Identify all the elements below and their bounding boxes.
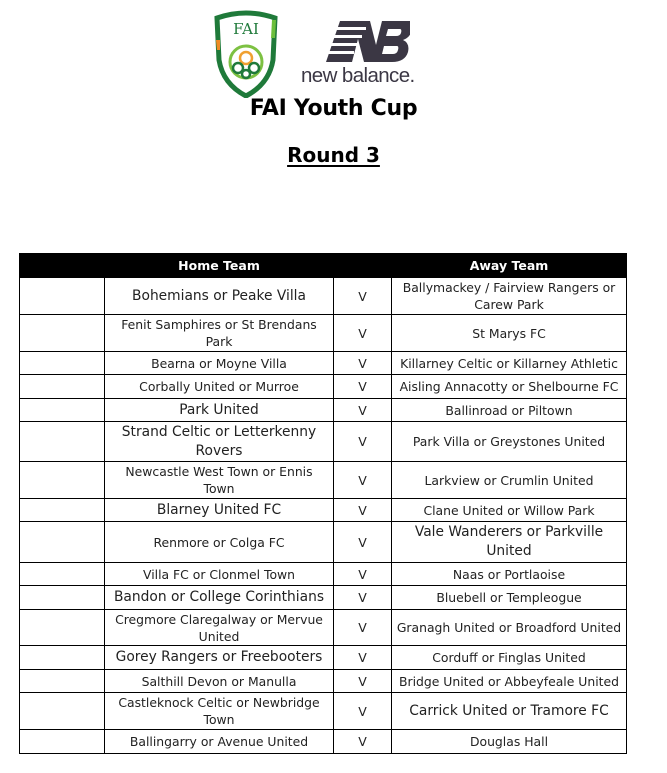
away-team-cell: Aisling Annacotty or Shelbourne FC — [392, 375, 627, 399]
away-team-cell: Douglas Hall — [392, 730, 627, 754]
away-team-cell: St Marys FC — [392, 315, 627, 352]
versus-cell: V — [334, 315, 392, 352]
page-title: FAI Youth Cup — [249, 96, 418, 121]
versus-cell: V — [334, 646, 392, 670]
away-team-cell: Bridge United or Abbeyfeale United — [392, 670, 627, 693]
table-row — [20, 563, 627, 586]
home-team-cell: Newcastle West Town or Ennis Town — [105, 462, 334, 499]
versus-cell: V — [334, 670, 392, 693]
fixture-number-cell — [20, 375, 105, 399]
svg-text:FAI: FAI — [233, 20, 259, 38]
fixture-number-cell — [20, 352, 105, 375]
table-row — [20, 462, 627, 499]
fixture-number-cell — [20, 563, 105, 586]
home-team-cell: Bearna or Moyne Villa — [105, 352, 334, 375]
home-team-cell: Cregmore Claregalway or Mervue United — [105, 610, 334, 646]
home-team-cell: Bohemians or Peake Villa — [105, 278, 334, 315]
fai-crest-logo — [213, 8, 279, 98]
away-team-cell: Ballymackey / Fairview Rangers or Carew Park — [392, 278, 627, 315]
fixture-number-cell — [20, 610, 105, 646]
home-team-cell: Fenit Samphires or St Brendans Park — [105, 315, 334, 352]
fixture-number-cell — [20, 399, 105, 422]
fixtures-body — [20, 278, 627, 754]
fixture-number-cell — [20, 422, 105, 462]
table-row — [20, 610, 627, 646]
fixtures-table — [19, 253, 627, 754]
logo-bar — [0, 0, 667, 100]
away-team-cell: Granagh United or Broadford United — [392, 610, 627, 646]
table-header-row — [20, 254, 627, 278]
home-team-cell: Gorey Rangers or Freebooters — [105, 646, 334, 670]
fixture-number-cell — [20, 730, 105, 754]
table-row — [20, 646, 627, 670]
home-team-cell: Corbally United or Murroe — [105, 375, 334, 399]
away-team-cell: Clane United or Willow Park — [392, 499, 627, 522]
away-team-cell: Vale Wanderers or Parkville United — [392, 522, 627, 563]
away-team-cell: Carrick United or Tramore FC — [392, 693, 627, 730]
column-header-separator — [334, 254, 392, 278]
table-row — [20, 315, 627, 352]
fixture-number-cell — [20, 646, 105, 670]
table-row — [20, 693, 627, 730]
table-row — [20, 586, 627, 610]
versus-cell: V — [334, 462, 392, 499]
table-row — [20, 499, 627, 522]
table-row — [20, 422, 627, 462]
away-team-cell: Corduff or Finglas United — [392, 646, 627, 670]
away-team-cell: Killarney Celtic or Killarney Athletic — [392, 352, 627, 375]
versus-cell: V — [334, 586, 392, 610]
away-team-cell: Ballinroad or Piltown — [392, 399, 627, 422]
home-team-cell: Blarney United FC — [105, 499, 334, 522]
versus-cell: V — [334, 563, 392, 586]
versus-cell: V — [334, 610, 392, 646]
away-team-cell: Bluebell or Templeogue — [392, 586, 627, 610]
round-heading — [0, 143, 667, 167]
versus-cell: V — [334, 499, 392, 522]
table-row — [20, 399, 627, 422]
new-balance-mark-icon — [326, 19, 410, 64]
round-label: Round 3 — [287, 143, 380, 167]
home-team-cell: Villa FC or Clonmel Town — [105, 563, 334, 586]
fixture-number-cell — [20, 315, 105, 352]
versus-cell: V — [334, 278, 392, 315]
away-team-cell: Naas or Portlaoise — [392, 563, 627, 586]
fixture-number-cell — [20, 522, 105, 563]
home-team-cell: Park United — [105, 399, 334, 422]
home-team-cell: Ballingarry or Avenue United — [105, 730, 334, 754]
home-team-cell: Salthill Devon or Manulla — [105, 670, 334, 693]
versus-cell: V — [334, 522, 392, 563]
fixture-number-cell — [20, 693, 105, 730]
versus-cell: V — [334, 422, 392, 462]
versus-cell: V — [334, 399, 392, 422]
away-team-cell: Park Villa or Greystones United — [392, 422, 627, 462]
home-team-cell: Strand Celtic or Letterkenny Rovers — [105, 422, 334, 462]
versus-cell: V — [334, 375, 392, 399]
fixture-number-cell — [20, 586, 105, 610]
new-balance-wordmark: new balance. — [301, 64, 415, 87]
table-row — [20, 375, 627, 399]
versus-cell: V — [334, 730, 392, 754]
home-team-cell: Bandon or College Corinthians — [105, 586, 334, 610]
fixture-number-cell — [20, 670, 105, 693]
table-row — [20, 670, 627, 693]
fixture-number-cell — [20, 462, 105, 499]
fixture-number-cell — [20, 499, 105, 522]
versus-cell: V — [334, 352, 392, 375]
table-row — [20, 278, 627, 315]
home-team-cell: Renmore or Colga FC — [105, 522, 334, 563]
away-team-cell: Larkview or Crumlin United — [392, 462, 627, 499]
column-header-home-team: Home Team — [105, 254, 334, 278]
home-team-cell: Castleknock Celtic or Newbridge Town — [105, 693, 334, 730]
fixture-number-cell — [20, 278, 105, 315]
column-header-blank — [20, 254, 105, 278]
table-row — [20, 730, 627, 754]
column-header-away-team: Away Team — [392, 254, 627, 278]
table-row — [20, 352, 627, 375]
versus-cell: V — [334, 693, 392, 730]
table-row — [20, 522, 627, 563]
